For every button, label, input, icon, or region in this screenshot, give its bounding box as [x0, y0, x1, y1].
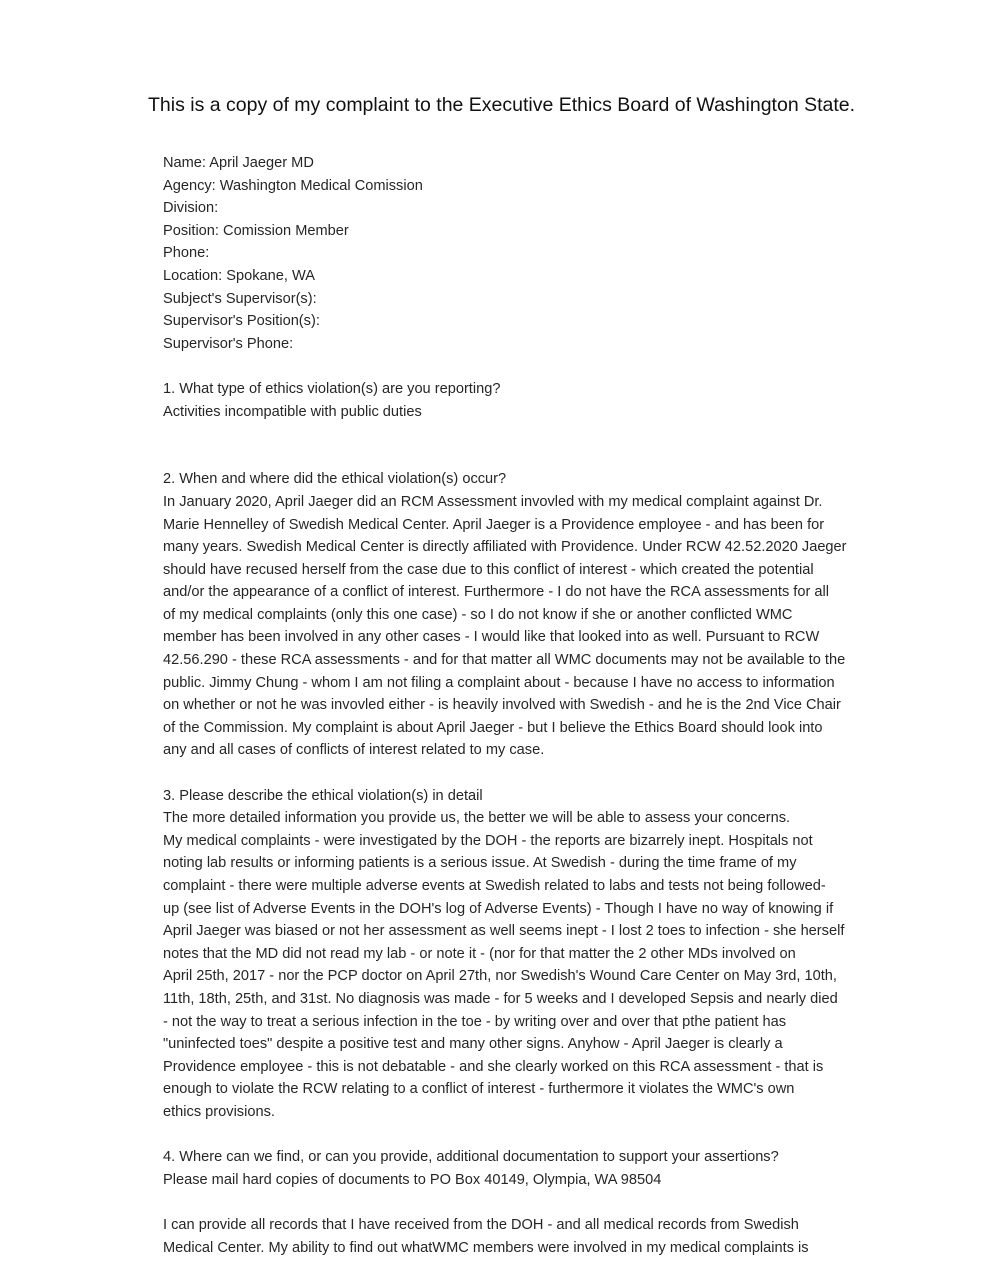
- field-phone: Phone:: [163, 245, 210, 262]
- answer-3-line: notes that the MD did not read my lab - or note it - (nor for that matter the 2 other MDs involved on: [163, 945, 796, 962]
- answer-2-line: any and all cases of conflicts of interest related to my case.: [163, 742, 545, 759]
- question-1: 1. What type of ethics violation(s) are you reporting?: [163, 380, 501, 397]
- answer-3-line: up (see list of Adverse Events in the DOH's log of Adverse Events) - Though I have no way of knowing if: [163, 900, 834, 917]
- field-subject-supervisor: Subject's Supervisor(s):: [163, 290, 317, 307]
- answer-3-line: enough to violate the RCW relating to a conflict of interest - furthermore it violates the WMC's own: [163, 1081, 795, 1098]
- question-2-section: [163, 468, 863, 762]
- closing-line: Medical Center. My ability to find out whatWMC members were involved in my medical complaints is: [163, 1239, 809, 1256]
- question-4-section: [163, 1146, 863, 1191]
- spacer: [163, 1191, 863, 1214]
- field-name: Name: April Jaeger MD: [163, 155, 314, 171]
- question-3: 3. Please describe the ethical violation(s) in detail: [163, 787, 483, 804]
- closing-line: I can provide all records that I have received from the DOH - and all medical records from Swedish: [163, 1216, 799, 1233]
- answer-3-line: "uninfected toes" despite a positive test and many other signs. Anyhow - April Jaeger is clearly a: [163, 1036, 783, 1053]
- answer-2-line: public. Jimmy Chung - whom I am not filing a complaint about - because I have no access to information: [163, 674, 835, 691]
- field-location: Location: Spokane, WA: [163, 267, 315, 284]
- answer-2-line: 42.56.290 - these RCA assessments - and for that matter all WMC documents may not be available to the: [163, 652, 846, 669]
- answer-3-line: noting lab results or informing patients is a serious issue. At Swedish - during the time frame of my: [163, 855, 797, 872]
- answer-2-line: and/or the appearance of a conflict of interest. Furthermore - I do not have the RCA assessments for all: [163, 584, 829, 601]
- spacer: [163, 1124, 863, 1147]
- answer-2-line: In January 2020, April Jaeger did an RCM Assessment invovled with my medical complaint against Dr.: [163, 493, 823, 510]
- answer-3-line: April Jaeger was biased or not her assessment as well seems inept - I lost 2 toes to infection - she herself: [163, 923, 845, 940]
- question-3-section: [163, 785, 863, 1124]
- answer-2-line: many years. Swedish Medical Center is directly affiliated with Providence. Under RCW 42.52.2020 Jaeger: [163, 539, 847, 556]
- field-supervisor-phone: Supervisor's Phone:: [163, 335, 294, 352]
- answer-3-line: Providence employee - this is not debatable - and she clearly worked on this RCA assessment - that is: [163, 1058, 824, 1075]
- question-2: 2. When and where did the ethical violation(s) occur?: [163, 471, 507, 488]
- question-4: 4. Where can we find, or can you provide, additional documentation to support your assertions?: [163, 1149, 779, 1166]
- answer-1: Activities incompatible with public duties: [163, 403, 422, 420]
- subject-fields: [163, 152, 863, 355]
- answer-3-line: complaint - there were multiple adverse events at Swedish related to labs and tests not being followed-: [163, 878, 826, 894]
- answer-2-line: should have recused herself from the case due to this conflict of interest - which created the potential: [163, 561, 814, 578]
- spacer: [163, 423, 863, 468]
- answer-4: Please mail hard copies of documents to PO Box 40149, Olympia, WA 98504: [163, 1171, 662, 1188]
- answer-3-line: My medical complaints - were investigated by the DOH - the reports are bizarrely inept. Hospitals not: [163, 832, 813, 849]
- answer-2-line: of the Commission. My complaint is about April Jaeger - but I believe the Ethics Board should look into: [163, 719, 823, 736]
- spacer: [163, 355, 863, 378]
- closing-section: [163, 1214, 863, 1259]
- answer-2-line: member has been involved in any other cases - I would like that looked into as well. Pursuant to RCW: [163, 629, 820, 646]
- answer-3-line: - not the way to treat a serious infection in the toe - by writing over and over that pthe patient has: [163, 1013, 787, 1030]
- spacer: [163, 762, 863, 785]
- answer-3-line: April 25th, 2017 - nor the PCP doctor on April 27th, nor Swedish's Wound Care Center on May 3rd, 10th,: [163, 968, 837, 985]
- answer-3-line: ethics provisions.: [163, 1103, 275, 1120]
- answer-2-line: of my medical complaints (only this one case) - so I do not know if she or another conflicted WMC: [163, 606, 793, 623]
- answer-3-line: 11th, 18th, 25th, and 31st. No diagnosis was made - for 5 weeks and I developed Sepsis and nearly died: [163, 990, 838, 1007]
- answer-2-line: on whether or not he was invovled either - is heavily involved with Swedish - and he is the 2nd Vice Chair: [163, 697, 841, 714]
- answer-2-line: Marie Hennelley of Swedish Medical Center. April Jaeger is a Providence employee - and has been for: [163, 516, 825, 533]
- question-1-section: [163, 378, 863, 423]
- field-agency: Agency: Washington Medical Comission: [163, 177, 423, 194]
- field-division: Division:: [163, 200, 219, 217]
- page-title: This is a copy of my complaint to the Executive Ethics Board of Washington State.: [148, 94, 856, 116]
- answer-3-line: The more detailed information you provide us, the better we will be able to assess your concerns.: [163, 810, 791, 827]
- field-position: Position: Comission Member: [163, 222, 349, 239]
- complaint-body: [163, 152, 863, 1259]
- field-supervisor-position: Supervisor's Position(s):: [163, 313, 320, 330]
